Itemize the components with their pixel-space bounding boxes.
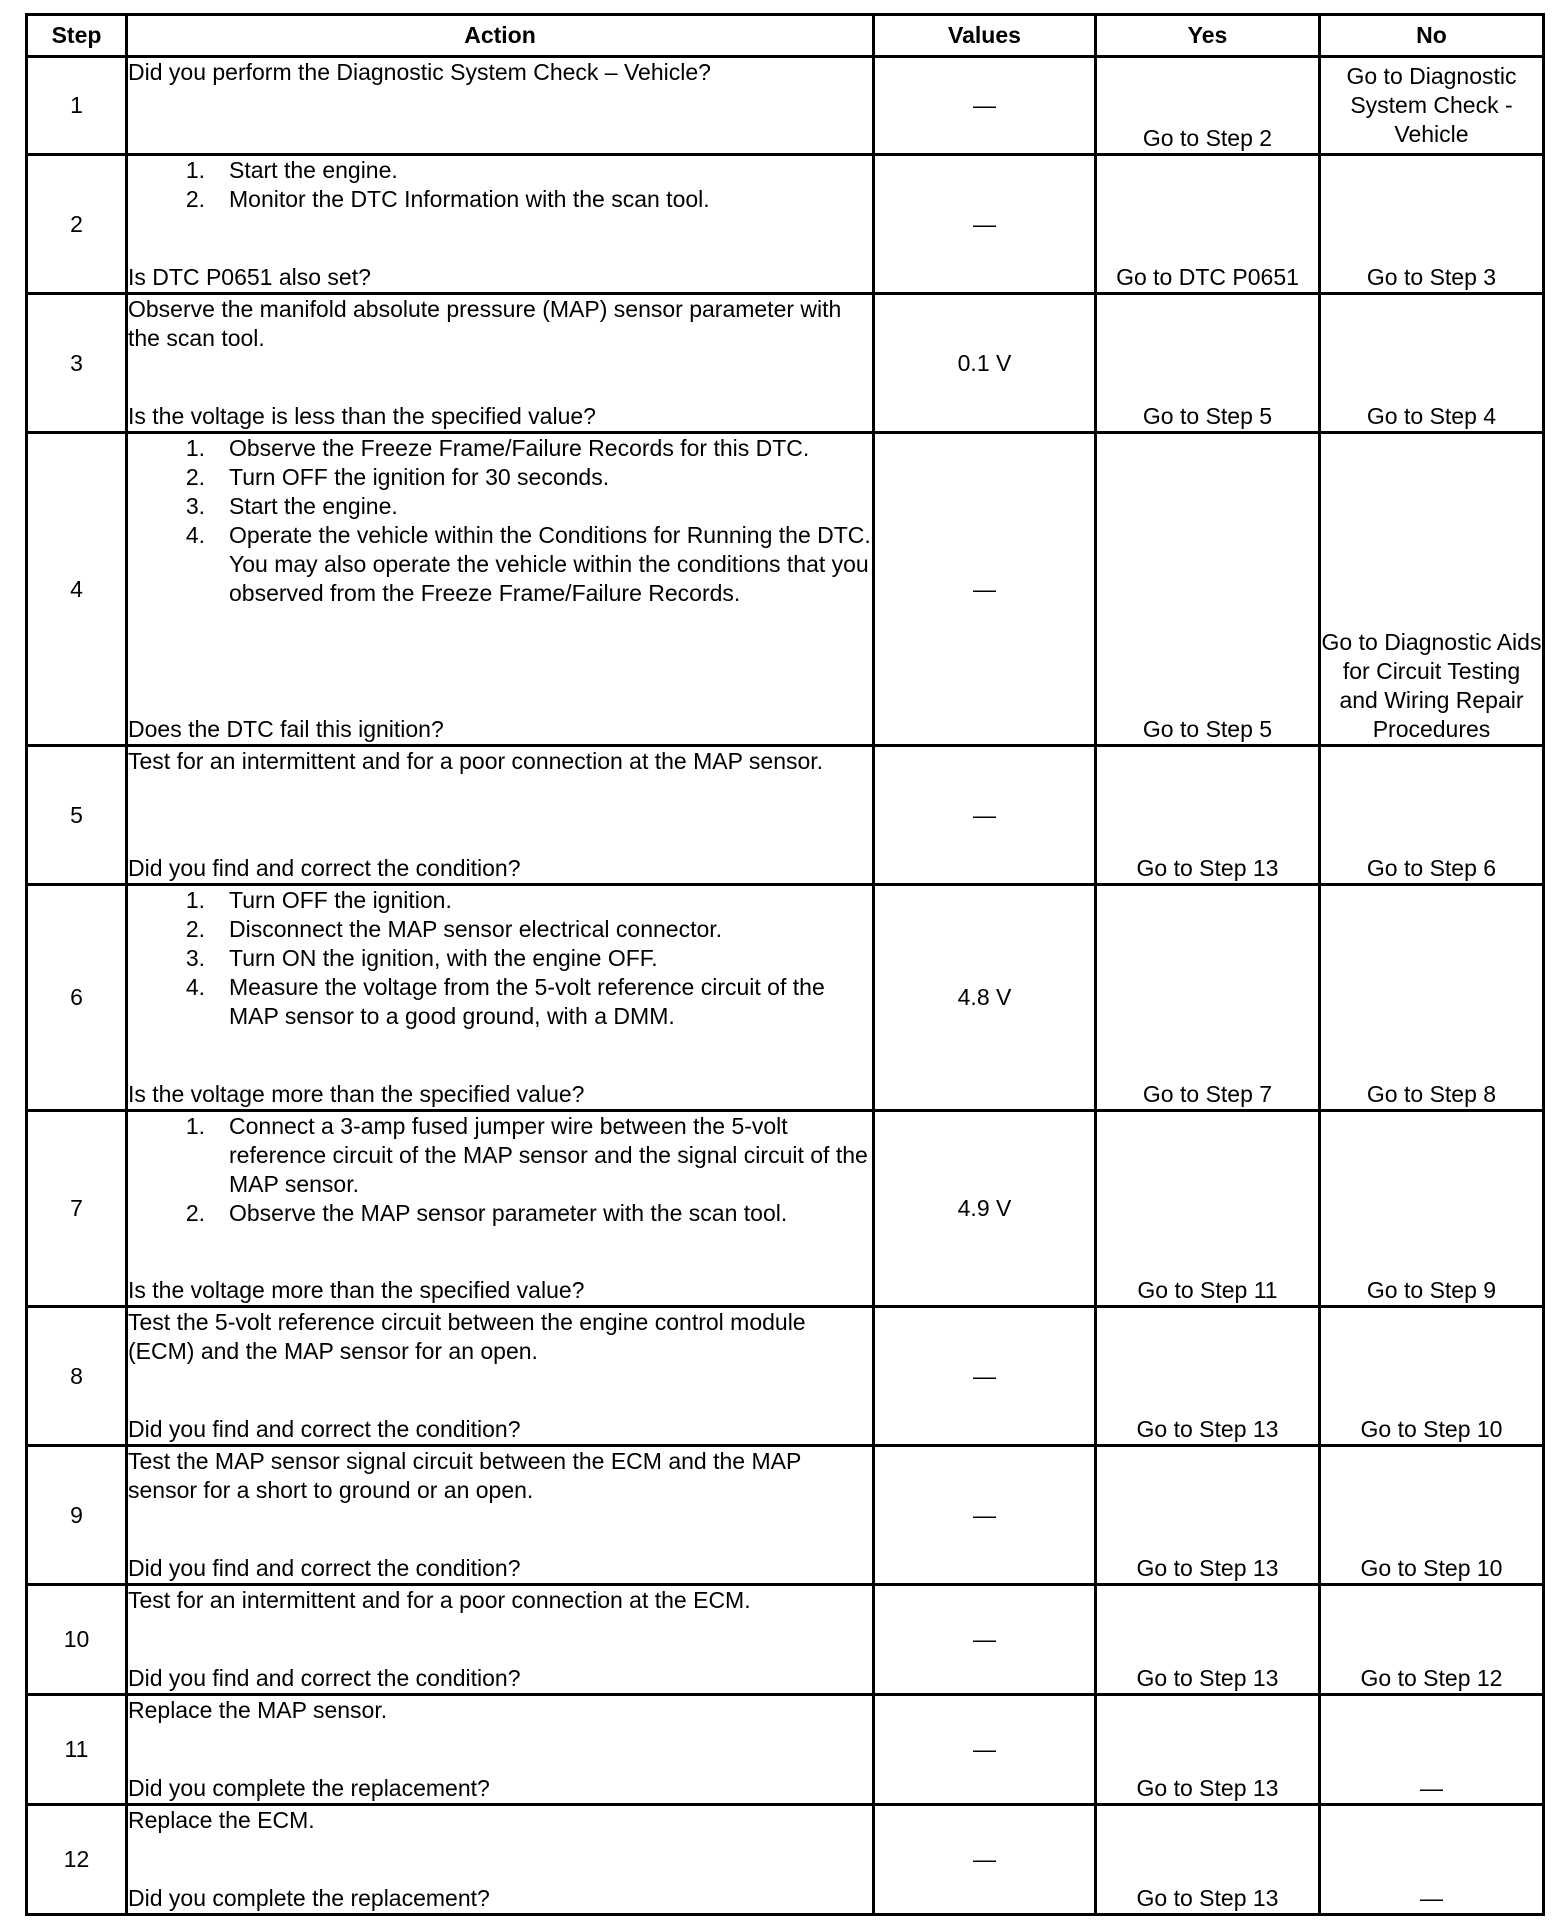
action-body — [128, 1586, 872, 1615]
action-question: Is DTC P0651 also set? — [128, 264, 371, 290]
action-steps — [128, 434, 872, 608]
action-text: Test for an intermittent and for a poor connection at the ECM. — [128, 1587, 751, 1613]
action-step-number: 4. — [185, 522, 205, 548]
action-question: Did you find and correct the condition? — [128, 1416, 521, 1442]
action-text: Replace the MAP sensor. — [128, 1697, 388, 1723]
yes-cell: Go to Step 13 — [1096, 1695, 1320, 1805]
action-question: Did you find and correct the condition? — [128, 1555, 521, 1581]
header-yes: Yes — [1096, 15, 1320, 57]
action-body — [128, 1447, 872, 1505]
action-cell — [127, 155, 874, 294]
value-cell: — — [874, 746, 1096, 885]
no-cell: Go to Step 3 — [1320, 155, 1544, 294]
action-content — [128, 886, 872, 1109]
action-question: Did you find and correct the condition? — [128, 1665, 521, 1691]
step-number: 7 — [27, 1111, 127, 1307]
action-cell — [127, 1446, 874, 1585]
value-cell: 0.1 V — [874, 294, 1096, 433]
no-cell: Go to Step 8 — [1320, 885, 1544, 1111]
header-action: Action — [127, 15, 874, 57]
table-row — [27, 885, 1544, 1111]
action-step-number: 2. — [185, 464, 205, 490]
step-number: 5 — [27, 746, 127, 885]
action-cell — [127, 1111, 874, 1307]
step-number: 1 — [27, 57, 127, 155]
value-cell: — — [874, 57, 1096, 155]
action-step-text: Observe the Freeze Frame/Failure Records for this DTC. — [229, 435, 810, 461]
action-step — [128, 1199, 872, 1228]
table-row — [27, 155, 1544, 294]
action-text: Test for an intermittent and for a poor connection at the MAP sensor. — [128, 748, 824, 774]
action-step — [128, 944, 872, 973]
action-body — [128, 295, 872, 353]
value-cell: — — [874, 155, 1096, 294]
no-cell: Go to Step 10 — [1320, 1307, 1544, 1446]
action-step-text: Disconnect the MAP sensor electrical connector. — [229, 916, 723, 942]
no-cell: Go to Step 6 — [1320, 746, 1544, 885]
action-step — [128, 185, 872, 214]
action-step-number: 2. — [185, 1200, 205, 1226]
action-content — [128, 1112, 872, 1305]
action-cell — [127, 1585, 874, 1695]
step-number: 6 — [27, 885, 127, 1111]
action-text: Replace the ECM. — [128, 1807, 315, 1833]
no-cell: — — [1320, 1805, 1544, 1915]
header-no: No — [1320, 15, 1544, 57]
action-step — [128, 521, 872, 608]
action-question: Did you find and correct the condition? — [128, 855, 521, 881]
action-step-number: 3. — [185, 945, 205, 971]
action-cell — [127, 433, 874, 746]
no-cell: — — [1320, 1695, 1544, 1805]
action-step-number: 1. — [185, 157, 205, 183]
header-values: Values — [874, 15, 1096, 57]
action-step — [128, 1112, 872, 1199]
action-steps — [128, 1112, 872, 1228]
no-cell: Go to Step 12 — [1320, 1585, 1544, 1695]
action-text: Did you perform the Diagnostic System Check – Vehicle? — [128, 59, 711, 85]
action-step-number: 2. — [185, 186, 205, 212]
no-cell: Go to Diagnostic Aids for Circuit Testing and Wiring Repair Procedures — [1320, 433, 1544, 746]
step-number: 2 — [27, 155, 127, 294]
value-cell: — — [874, 1307, 1096, 1446]
action-content — [128, 156, 872, 292]
table-row — [27, 1446, 1544, 1585]
value-cell: 4.9 V — [874, 1111, 1096, 1307]
action-body — [128, 1696, 872, 1725]
yes-cell: Go to Step 2 — [1096, 57, 1320, 155]
value-cell: 4.8 V — [874, 885, 1096, 1111]
no-cell: Go to Step 4 — [1320, 294, 1544, 433]
action-content — [128, 1696, 872, 1803]
action-cell — [127, 57, 874, 155]
yes-cell: Go to DTC P0651 — [1096, 155, 1320, 294]
action-cell — [127, 1805, 874, 1915]
action-step — [128, 434, 872, 463]
action-step-text: Turn ON the ignition, with the engine OFF. — [229, 945, 658, 971]
action-content — [128, 434, 872, 744]
step-number: 4 — [27, 433, 127, 746]
action-body — [128, 1806, 872, 1835]
action-body — [128, 1112, 872, 1228]
action-question: Does the DTC fail this ignition? — [128, 716, 444, 742]
diagnostic-table — [25, 13, 1545, 1916]
action-cell — [127, 294, 874, 433]
table-row — [27, 294, 1544, 433]
action-content — [128, 1586, 872, 1693]
action-question: Is the voltage more than the specified value? — [128, 1081, 585, 1107]
header-step: Step — [27, 15, 127, 57]
action-step-text: Connect a 3-amp fused jumper wire between the 5-volt reference circuit of the MAP sensor and the signal circuit of the MAP sensor. — [229, 1113, 868, 1197]
action-body — [128, 1308, 872, 1366]
action-content — [128, 295, 872, 431]
action-step-number: 1. — [185, 1113, 205, 1139]
action-text: Test the MAP sensor signal circuit between the ECM and the MAP sensor for a short to ground or an open. — [128, 1448, 801, 1503]
action-cell — [127, 885, 874, 1111]
action-body — [128, 58, 872, 87]
yes-cell: Go to Step 13 — [1096, 1307, 1320, 1446]
table-row — [27, 1585, 1544, 1695]
action-step-text: Start the engine. — [229, 157, 398, 183]
action-cell — [127, 746, 874, 885]
step-number: 8 — [27, 1307, 127, 1446]
action-steps — [128, 886, 872, 1031]
action-body — [128, 434, 872, 608]
action-content — [128, 58, 872, 153]
no-cell: Go to Diagnostic System Check - Vehicle — [1320, 57, 1544, 155]
action-step — [128, 463, 872, 492]
action-content — [128, 1447, 872, 1583]
action-step-text: Observe the MAP sensor parameter with the scan tool. — [229, 1200, 788, 1226]
action-step-text: Operate the vehicle within the Conditions for Running the DTC. You may also operate the vehicle within the conditions that you observed from the Freeze Frame/Failure Records. — [229, 522, 871, 606]
action-steps — [128, 156, 872, 214]
action-step — [128, 156, 872, 185]
no-cell: Go to Step 9 — [1320, 1111, 1544, 1307]
action-body — [128, 747, 872, 776]
action-step-number: 1. — [185, 435, 205, 461]
action-step — [128, 973, 872, 1031]
yes-cell: Go to Step 13 — [1096, 746, 1320, 885]
action-question: Did you complete the replacement? — [128, 1885, 490, 1911]
action-question: Is the voltage is less than the specified value? — [128, 403, 596, 429]
step-number: 9 — [27, 1446, 127, 1585]
table-row — [27, 57, 1544, 155]
action-content — [128, 1308, 872, 1444]
action-step-text: Measure the voltage from the 5-volt reference circuit of the MAP sensor to a good ground, with a DMM. — [229, 974, 825, 1029]
action-step — [128, 886, 872, 915]
yes-cell: Go to Step 13 — [1096, 1585, 1320, 1695]
action-content — [128, 747, 872, 883]
step-number: 11 — [27, 1695, 127, 1805]
action-body — [128, 886, 872, 1031]
action-step-text: Turn OFF the ignition for 30 seconds. — [229, 464, 610, 490]
action-content — [128, 1806, 872, 1913]
action-text: Observe the manifold absolute pressure (MAP) sensor parameter with the scan tool. — [128, 296, 842, 351]
yes-cell: Go to Step 11 — [1096, 1111, 1320, 1307]
step-number: 3 — [27, 294, 127, 433]
action-step-number: 2. — [185, 916, 205, 942]
yes-cell: Go to Step 13 — [1096, 1446, 1320, 1585]
action-step-text: Turn OFF the ignition. — [229, 887, 452, 913]
value-cell: — — [874, 1585, 1096, 1695]
step-number: 12 — [27, 1805, 127, 1915]
action-step — [128, 492, 872, 521]
action-step — [128, 915, 872, 944]
value-cell: — — [874, 433, 1096, 746]
action-step-number: 4. — [185, 974, 205, 1000]
table-row — [27, 1307, 1544, 1446]
action-question: Did you complete the replacement? — [128, 1775, 490, 1801]
table-row — [27, 1805, 1544, 1915]
action-text: Test the 5-volt reference circuit between the engine control module (ECM) and the MAP sensor for an open. — [128, 1309, 806, 1364]
table-row — [27, 433, 1544, 746]
table-row — [27, 746, 1544, 885]
step-number: 10 — [27, 1585, 127, 1695]
action-step-text: Start the engine. — [229, 493, 398, 519]
value-cell: — — [874, 1446, 1096, 1585]
action-question: Is the voltage more than the specified value? — [128, 1277, 585, 1303]
action-step-text: Monitor the DTC Information with the scan tool. — [229, 186, 710, 212]
action-body — [128, 156, 872, 214]
action-step-number: 3. — [185, 493, 205, 519]
table-row — [27, 1111, 1544, 1307]
value-cell: — — [874, 1695, 1096, 1805]
yes-cell: Go to Step 7 — [1096, 885, 1320, 1111]
action-cell — [127, 1695, 874, 1805]
yes-cell: Go to Step 5 — [1096, 294, 1320, 433]
action-cell — [127, 1307, 874, 1446]
action-step-number: 1. — [185, 887, 205, 913]
yes-cell: Go to Step 13 — [1096, 1805, 1320, 1915]
header-row — [27, 15, 1544, 57]
no-cell: Go to Step 10 — [1320, 1446, 1544, 1585]
yes-cell: Go to Step 5 — [1096, 433, 1320, 746]
value-cell: — — [874, 1805, 1096, 1915]
table-row — [27, 1695, 1544, 1805]
